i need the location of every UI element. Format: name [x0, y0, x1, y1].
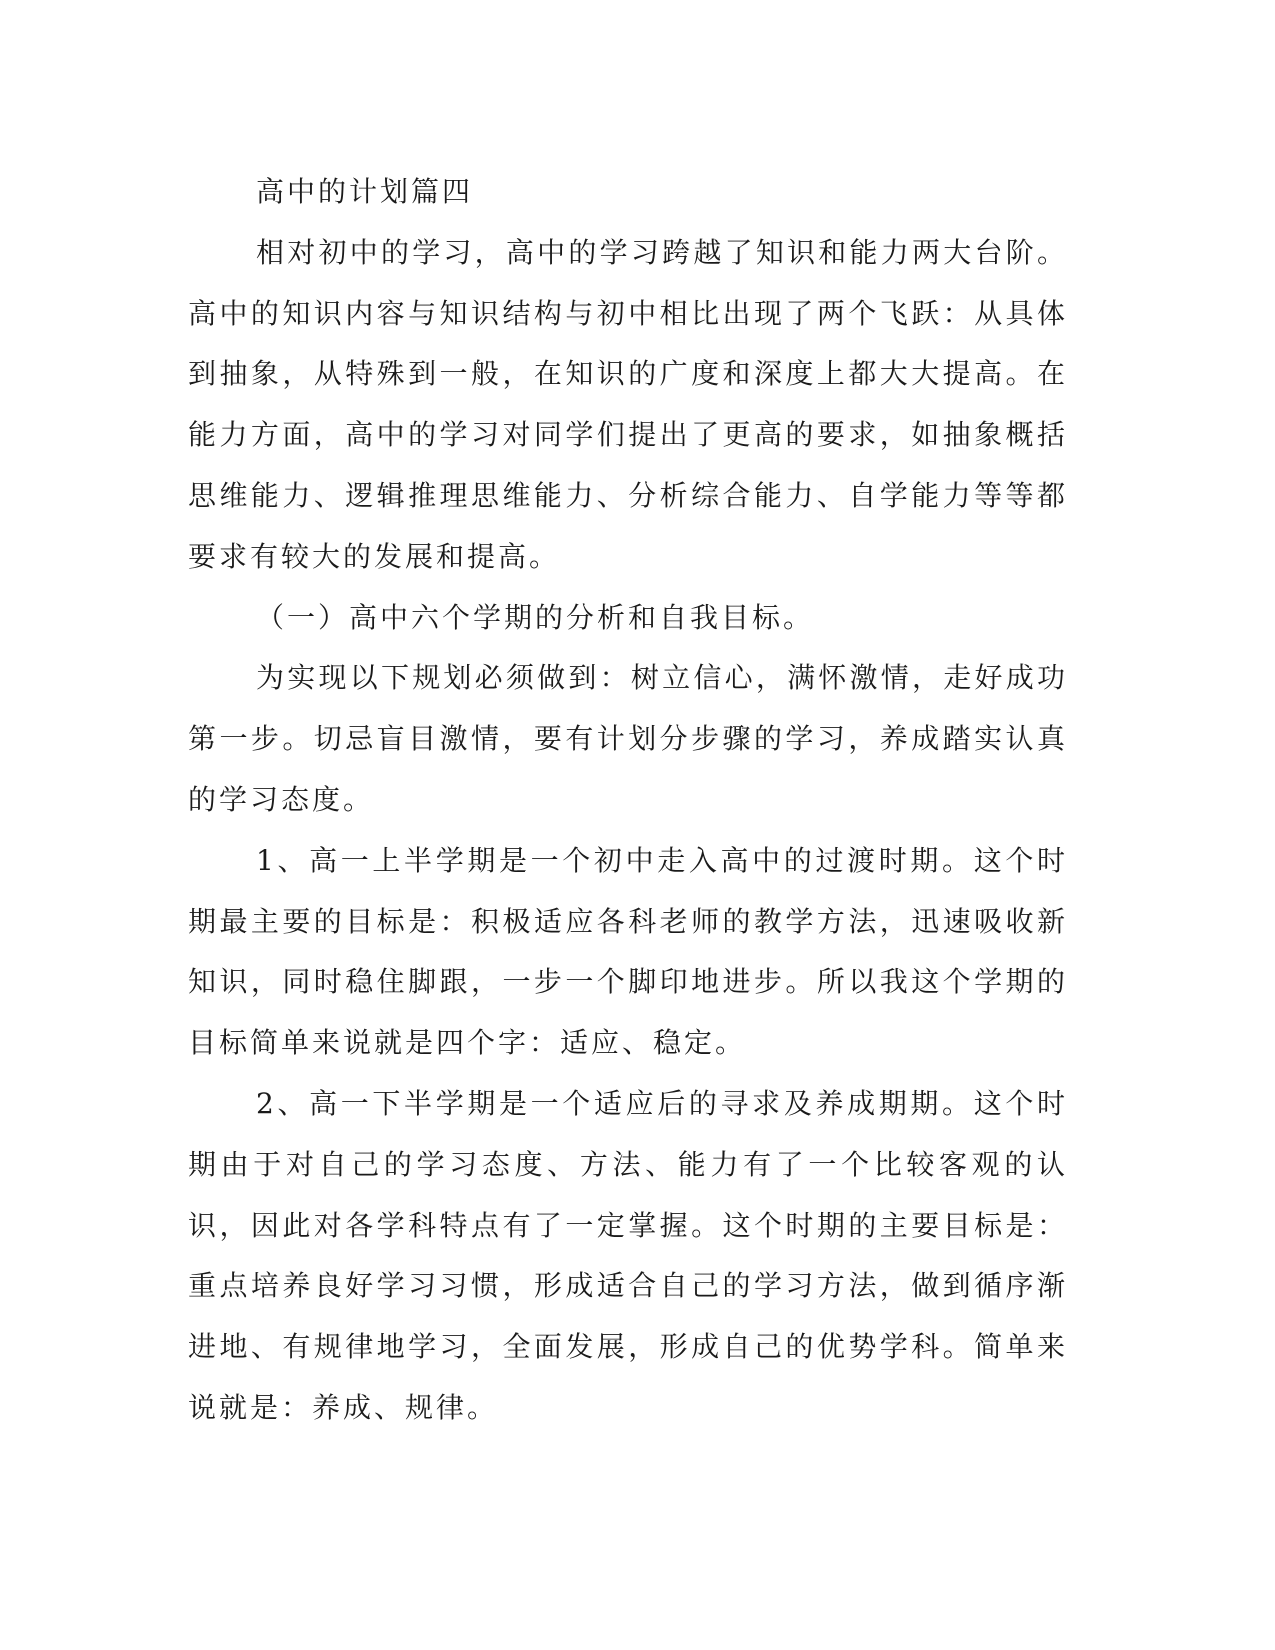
- paragraph-intro: 相对初中的学习，高中的学习跨越了知识和能力两大台阶。高中的知识内容与知识结构与初中相比出现了两个飞跃：从具体到抽象，从特殊到一般，在知识的广度和深度上都大大提高。在能力方面，高中的学习对同学们提出了更高的要求，如抽象概括思维能力、逻辑推理思维能力、分析综合能力、自学能力等等都要求有较大的发展和提高。: [188, 235, 1068, 573]
- section-heading: （一）高中六个学期的分析和自我目标。: [256, 600, 815, 634]
- document-body: [188, 162, 1068, 1439]
- paragraph-requirements: 为实现以下规划必须做到：树立信心，满怀激情，走好成功第一步。切忌盲目激情，要有计划分步骤的学习，养成踏实认真的学习态度。: [188, 661, 1068, 816]
- document-title: 高中的计划篇四: [256, 175, 474, 208]
- paragraph-item-1: 1、高一上半学期是一个初中走入高中的过渡时期。这个时期最主要的目标是：积极适应各科老师的教学方法，迅速吸收新知识，同时稳住脚跟，一步一个脚印地进步。所以我这个学期的目标简单来说就是四个字：适应、稳定。: [188, 843, 1068, 1060]
- paragraph-item-2: 2、高一下半学期是一个适应后的寻求及养成期期。这个时期由于对自己的学习态度、方法、能力有了一个比较客观的认识，因此对各学科特点有了一定掌握。这个时期的主要目标是：重点培养良好学习习惯，形成适合自己的学习方法，做到循序渐进地、有规律地学习，全面发展，形成自己的优势学科。简单来说就是：养成、规律。: [188, 1086, 1068, 1424]
